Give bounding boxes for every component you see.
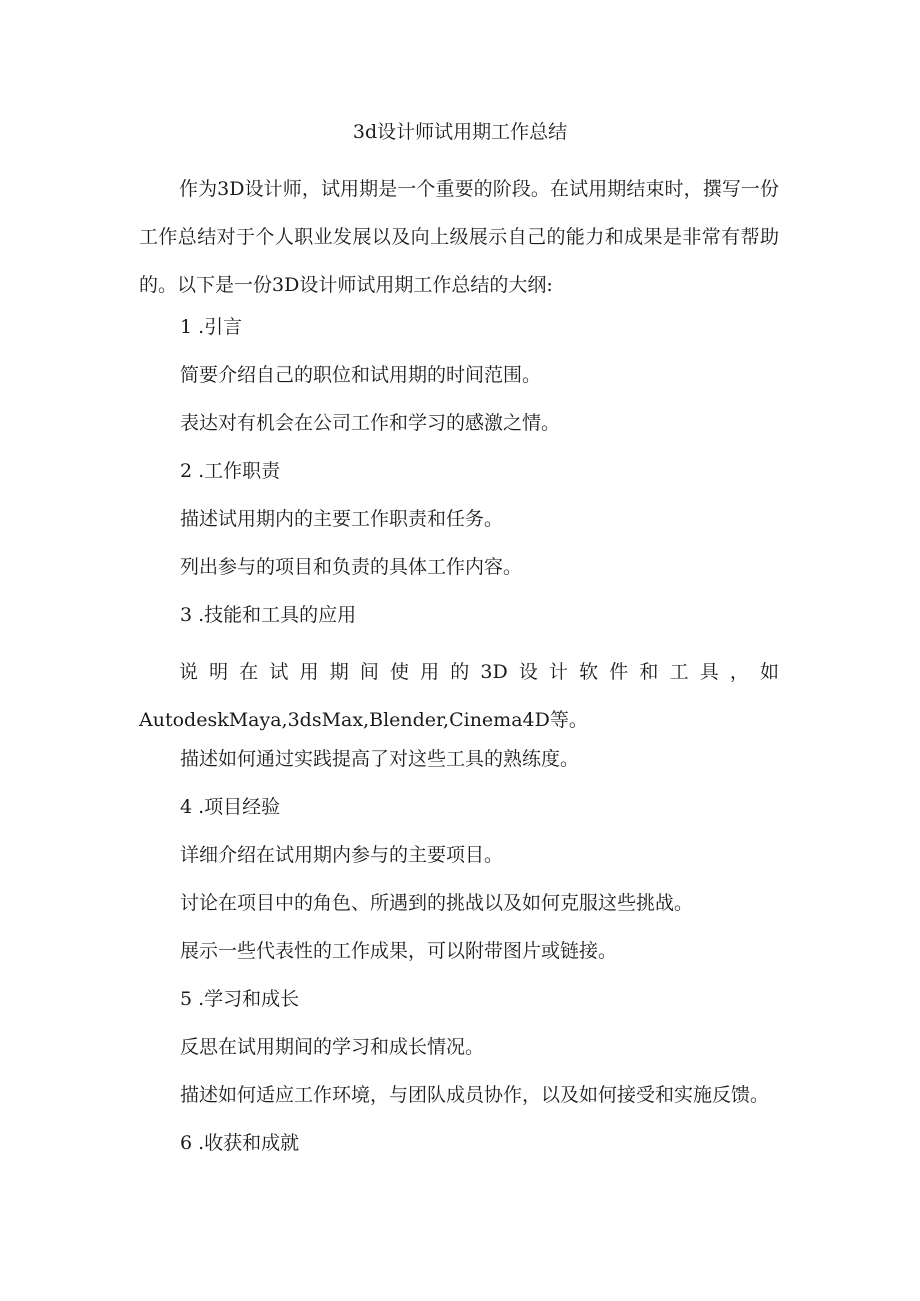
section-5-heading: 5 .学习和成长 [180, 988, 300, 1010]
section-4-paragraph-2: 讨论在项目中的角色、所遇到的挑战以及如何克服这些挑战。 [180, 892, 694, 914]
section-1-heading: 1 .引言 [180, 316, 243, 338]
section-2-paragraph-1: 描述试用期内的主要工作职责和任务。 [180, 508, 504, 530]
section-4-paragraph-3: 展示一些代表性的工作成果，可以附带图片或链接。 [180, 940, 618, 962]
section-4-heading: 4 .项目经验 [180, 796, 281, 818]
section-2-paragraph-2: 列出参与的项目和负责的具体工作内容。 [180, 556, 523, 578]
section-5-paragraph-2: 描述如何适应工作环境，与团队成员协作，以及如何接受和实施反馈。 [180, 1084, 770, 1106]
section-1-paragraph-1: 简要介绍自己的职位和试用期的时间范围。 [180, 364, 542, 386]
section-2-heading: 2 .工作职责 [180, 460, 281, 482]
section-3-heading: 3 .技能和工具的应用 [180, 604, 357, 626]
section-1-paragraph-2: 表达对有机会在公司工作和学习的感激之情。 [180, 412, 561, 434]
section-3-paragraph-1: 说明在试用期间使用的3D设计软件和工具，如AutodeskMaya,3dsMax,Blender,Cinema4D等。 [139, 661, 779, 731]
document-title: 3d设计师试用期工作总结 [352, 121, 568, 143]
section-3-paragraph-2: 描述如何通过实践提高了对这些工具的熟练度。 [180, 748, 580, 770]
section-5-paragraph-1: 反思在试用期间的学习和成长情况。 [180, 1036, 485, 1058]
section-6-heading: 6 .收获和成就 [180, 1132, 300, 1154]
intro-paragraph: 作为3D设计师，试用期是一个重要的阶段。在试用期结束时，撰写一份工作总结对于个人职业发展以及向上级展示自己的能力和成果是非常有帮助的。以下是一份3D设计师试用期工作总结的大纲: [139, 178, 779, 296]
section-4-paragraph-1: 详细介绍在试用期内参与的主要项目。 [180, 844, 504, 866]
